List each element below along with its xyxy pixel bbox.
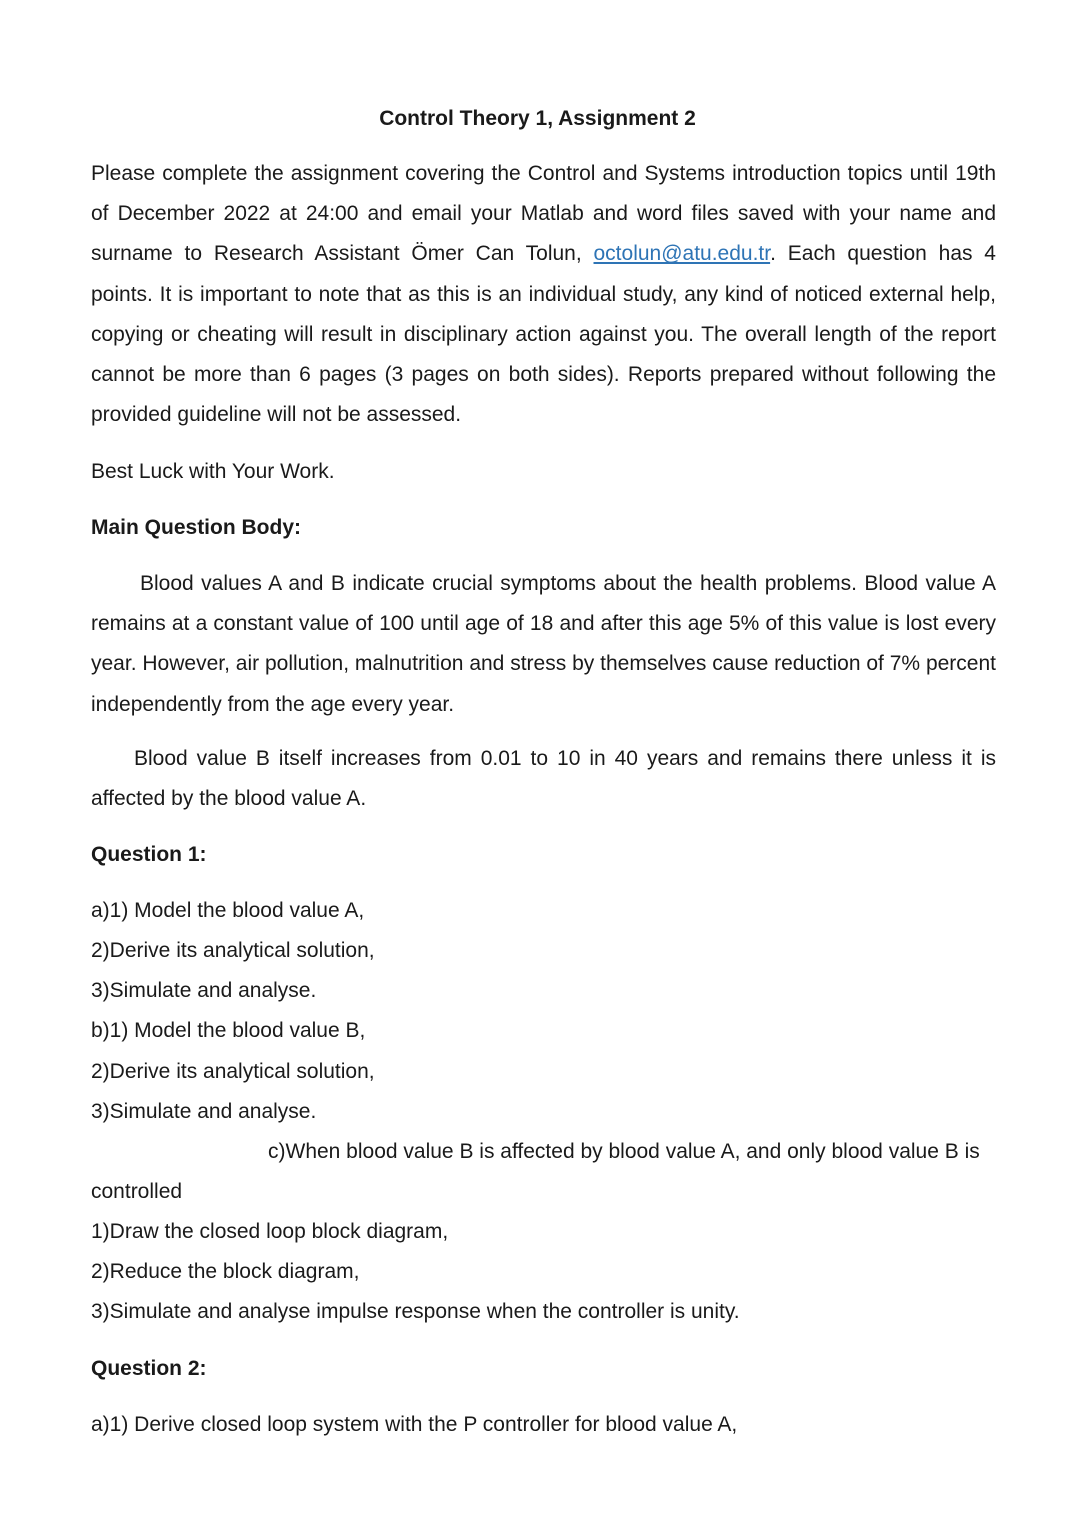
q1-line: 2)Derive its analytical solution, <box>91 1060 375 1083</box>
document-title: Control Theory 1, Assignment 2 <box>379 107 696 130</box>
main-question-heading: Main Question Body: <box>91 516 301 539</box>
q1-line: 3)Simulate and analyse. <box>91 1100 317 1123</box>
email-link[interactable]: octolun@atu.edu.tr <box>593 242 771 266</box>
main-paragraph-2: Blood value B itself increases from 0.01 to 10 in 40 years and remains there unless it is affected by the blood value A. <box>91 747 996 811</box>
question-1-heading: Question 1: <box>91 843 207 866</box>
question-2-heading: Question 2: <box>91 1357 207 1380</box>
q1-line: 2)Derive its analytical solution, <box>91 939 375 962</box>
q1-c-item: 2)Reduce the block diagram, <box>91 1260 360 1283</box>
q1-part-c: c)When blood value B is affected by blood value A, and only blood value B is <box>268 1140 980 1163</box>
q1-line: a)1) Model the blood value A, <box>91 899 365 922</box>
intro-text-before-email: Please complete the assignment covering the Control and Systems introduction topics until 19th of December 2022 at 24:00 and email your Matlab and word files saved with your name and surname to Research Assistant Ömer Can Tolun, <box>91 162 996 266</box>
q1-part-c-continuation: controlled <box>91 1180 183 1203</box>
q1-c-item: 1)Draw the closed loop block diagram, <box>91 1220 449 1243</box>
q1-c-item: 3)Simulate and analyse impulse response when the controller is unity. <box>91 1300 740 1323</box>
q1-line: 3)Simulate and analyse. <box>91 979 317 1002</box>
best-luck-text: Best Luck with Your Work. <box>91 460 335 483</box>
intro-text-after-email: . Each question has 4 points. It is important to note that as this is an individual study, any kind of noticed external help, copying or cheating will result in disciplinary action against you. The overall length of the report cannot be more than 6 pages (3 pages on both sides). Reports prepared without following the provided guideline will not be assessed. <box>91 242 996 427</box>
q1-line: b)1) Model the blood value B, <box>91 1019 366 1042</box>
main-paragraph-1: Blood values A and B indicate crucial symptoms about the health problems. Blood value A remains at a constant value of 100 until age of 18 and after this age 5% of this value is lost every year. However, air pollution, malnutrition and stress by themselves cause reduction of 7% percent independently from the age every year. <box>91 572 996 716</box>
intro-paragraph <box>91 154 996 435</box>
q2-line: a)1) Derive closed loop system with the P controller for blood value A, <box>91 1413 738 1436</box>
